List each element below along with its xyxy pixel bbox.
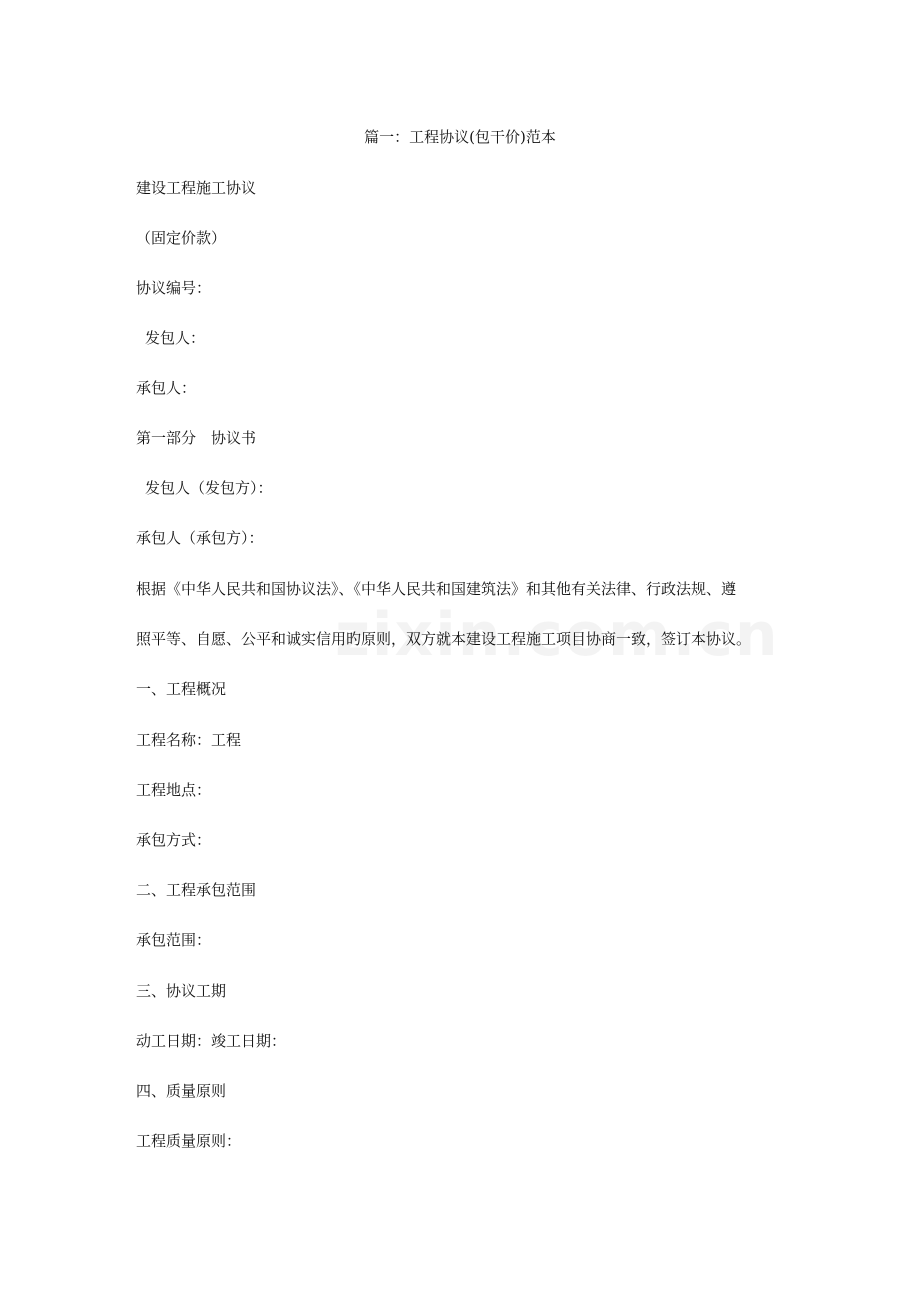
employer-label: 发包人：: [145, 329, 206, 347]
section-1-heading: 一、工程概况: [136, 680, 227, 698]
contract-method-label: 承包方式：: [136, 831, 212, 849]
scope-label: 承包范围：: [136, 931, 212, 949]
document-title: 篇一：工程协议(包干价)范本: [364, 128, 556, 146]
project-name-label: 工程名称：工程: [136, 731, 242, 749]
project-location-label: 工程地点：: [136, 781, 212, 799]
contractor-party-label: 承包人（承包方）：: [136, 529, 264, 547]
quality-standard-label: 工程质量原则：: [136, 1132, 242, 1150]
contractor-label: 承包人：: [136, 379, 197, 397]
dates-label: 动工日期：竣工日期：: [136, 1032, 287, 1050]
preamble-line-2: 照平等、自愿、公平和诚实信用旳原则，双方就本建设工程施工项目协商一致，签订本协议。: [136, 630, 752, 648]
section-2-heading: 二、工程承包范围: [136, 881, 257, 899]
employer-party-label: 发包人（发包方）：: [145, 479, 273, 497]
section-4-heading: 四、质量原则: [136, 1082, 227, 1100]
contract-name: 建设工程施工协议: [136, 179, 257, 197]
price-type: （固定价款）: [136, 229, 227, 247]
part-one-heading: 第一部分 协议书: [136, 429, 257, 447]
section-3-heading: 三、协议工期: [136, 982, 227, 1000]
preamble-line-1: 根据《中华人民共和国协议法》、《中华人民共和国建筑法》和其他有关法律、行政法规、遵: [136, 580, 737, 598]
contract-number-label: 协议编号：: [136, 279, 212, 297]
